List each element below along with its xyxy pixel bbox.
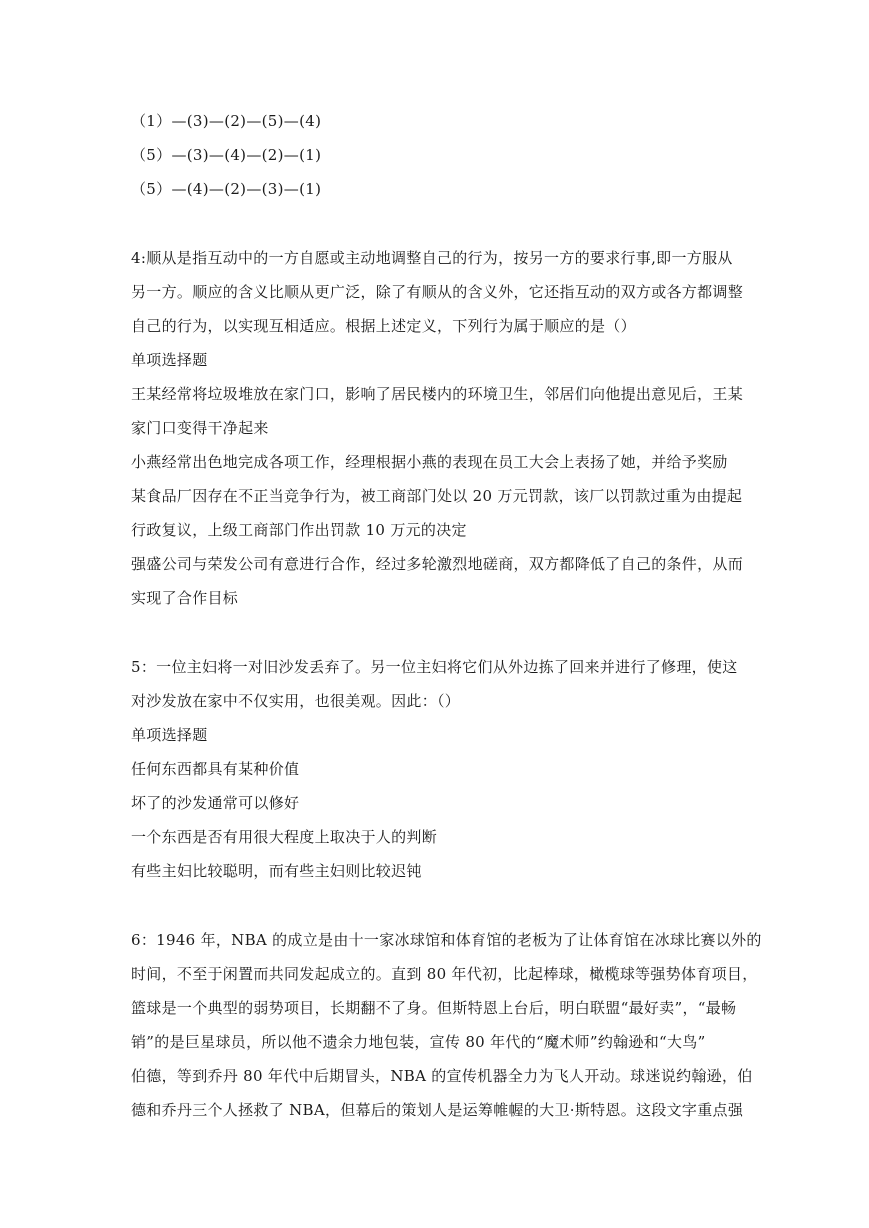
q3-option-line: （1）—(3)—(2)—(5)—(4): [131, 112, 322, 130]
q3-option-line: （5）—(4)—(2)—(3)—(1): [131, 180, 322, 198]
q4-option-line: 王某经常将垃圾堆放在家门口，影响了居民楼内的环境卫生，邻居们向他提出意见后，王某: [131, 385, 744, 403]
q6-stem-line: 6：1946 年，NBA 的成立是由十一家冰球馆和体育馆的老板为了让体育馆在冰球比赛以外的: [131, 931, 762, 949]
q4-option-line: 某食品厂因存在不正当竞争行为，被工商部门处以 20 万元罚款，该厂以罚款过重为由提起: [131, 487, 743, 505]
q5-stem-line: 对沙发放在家中不仅实用，也很美观。因此：（）: [131, 692, 461, 710]
q4-stem-line: 4:顺从是指互动中的一方自愿或主动地调整自己的行为，按另一方的要求行事,即一方服从: [131, 249, 733, 267]
q4-stem-line: 自己的行为，以实现互相适应。根据上述定义，下列行为属于顺应的是（）: [131, 317, 636, 335]
q4-question-type: 单项选择题: [131, 351, 208, 369]
q4-option-line: 实现了合作目标: [131, 589, 239, 607]
q6-stem-line: 伯德，等到乔丹 80 年代中后期冒头，NBA 的宣传机器全力为飞人开动。球迷说约翰逊，伯: [131, 1067, 753, 1085]
q4-option-line: 强盛公司与荣发公司有意进行合作，经过多轮激烈地磋商，双方都降低了自己的条件，从而: [131, 555, 744, 573]
q5-option-line: 有些主妇比较聪明，而有些主妇则比较迟钝: [131, 862, 422, 880]
q4-option-line: 小燕经常出色地完成各项工作，经理根据小燕的表现在员工大会上表扬了她，并给予奖励: [131, 453, 728, 471]
q4-stem-line: 另一方。顺应的含义比顺从更广泛，除了有顺从的含义外，它还指互动的双方或各方都调整: [131, 283, 744, 301]
q5-option-line: 坏了的沙发通常可以修好: [131, 794, 300, 812]
q6-stem-line: 销”的是巨星球员，所以他不遗余力地包装，宣传 80 年代的“魔术师”约翰逊和“大鸟”: [131, 1033, 706, 1051]
q4-option-line: 行政复议，上级工商部门作出罚款 10 万元的决定: [131, 521, 467, 539]
q6-stem-line: 德和乔丹三个人拯救了 NBA，但幕后的策划人是运筹帷幄的大卫·斯特恩。这段文字重点强: [131, 1101, 744, 1119]
q5-question-type: 单项选择题: [131, 726, 208, 744]
q5-option-line: 任何东西都具有某种价值: [131, 760, 300, 778]
q6-stem-line: 篮球是一个典型的弱势项目，长期翻不了身。但斯特恩上台后，明白联盟“最好卖”，“最畅: [131, 999, 737, 1017]
q4-option-line: 家门口变得干净起来: [131, 419, 269, 437]
q5-option-line: 一个东西是否有用很大程度上取决于人的判断: [131, 828, 438, 846]
q6-stem-line: 时间，不至于闲置而共同发起成立的。直到 80 年代初，比起棒球，橄榄球等强势体育项目，: [131, 965, 758, 983]
q5-stem-line: 5：一位主妇将一对旧沙发丢弃了。另一位主妇将它们从外边拣了回来并进行了修理，使这: [131, 658, 738, 676]
q3-option-line: （5）—(3)—(4)—(2)—(1): [131, 146, 322, 164]
